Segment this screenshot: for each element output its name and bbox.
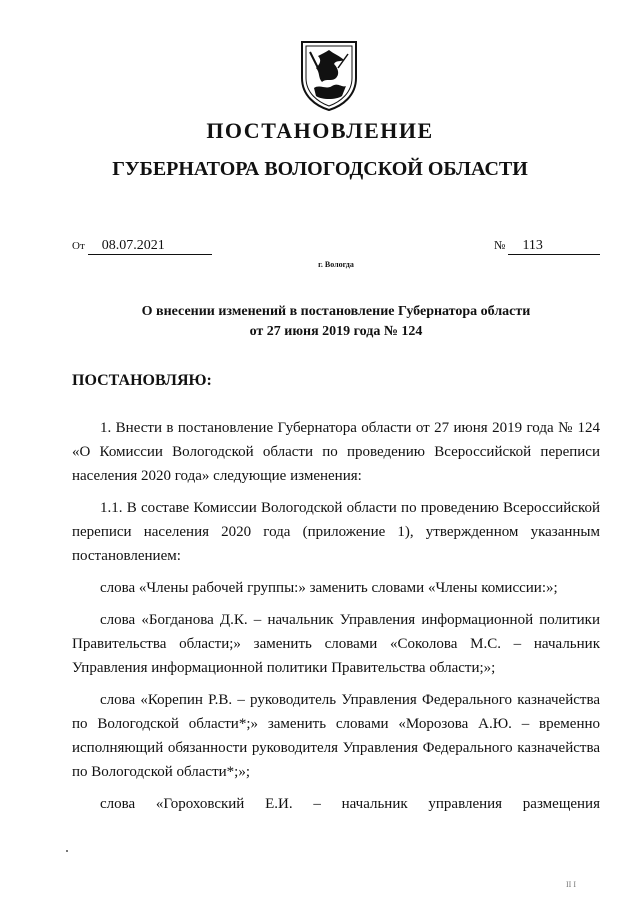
paragraph: слова «Гороховский Е.И. – начальник управления размещения	[100, 796, 600, 812]
issuing-authority: ГУБЕРНАТОРА ВОЛОГОДСКОЙ ОБЛАСТИ	[112, 158, 528, 180]
document-title: ПОСТАНОВЛЕНИЕ	[206, 118, 434, 143]
date-label: От	[72, 240, 85, 252]
document-subject	[0, 302, 640, 342]
subject-line-2: от 27 июня 2019 года № 124	[249, 324, 423, 339]
date-value: 08.07.2021	[88, 238, 212, 255]
subject-line-1: О внесении изменений в постановление Губернатора области	[141, 304, 531, 319]
number-field	[494, 238, 600, 255]
coat-of-arms-icon	[296, 38, 362, 112]
paragraph: слова «Члены рабочей группы:» заменить словами «Члены комиссии:»;	[100, 580, 558, 596]
city-name: г. Вологда	[318, 260, 354, 269]
paragraph: слова «Корепин Р.В. – руководитель Управления Федерального казначейства по Вологодской области*;» заменить словами «Морозова А.Ю. – временно исполняющий обязанности руководителя Управления Федерального казначейства по Вологодской области*;»;	[72, 692, 600, 780]
decree-heading: ПОСТАНОВЛЯЮ:	[72, 372, 212, 389]
document-body	[72, 416, 600, 824]
scan-artifact	[66, 850, 68, 852]
number-value: 113	[508, 238, 600, 255]
date-field	[72, 238, 212, 255]
number-label: №	[494, 238, 506, 252]
page-mark: II I	[566, 880, 576, 889]
paragraph: 1.1. В составе Комиссии Вологодской области по проведению Всероссийской переписи населения 2020 года (приложение 1), утвержденном указанным постановлением:	[72, 500, 600, 564]
paragraph: слова «Богданова Д.К. – начальник Управления информационной политики Правительства области;» заменить словами «Соколова М.С. – начальник Управления информационной политики Правительства области;»;	[72, 612, 600, 676]
paragraph: 1. Внести в постановление Губернатора области от 27 июня 2019 года № 124 «О Комиссии Вологодской области по проведению Всероссийской переписи населения 2020 года» следующие изменения:	[72, 420, 600, 484]
